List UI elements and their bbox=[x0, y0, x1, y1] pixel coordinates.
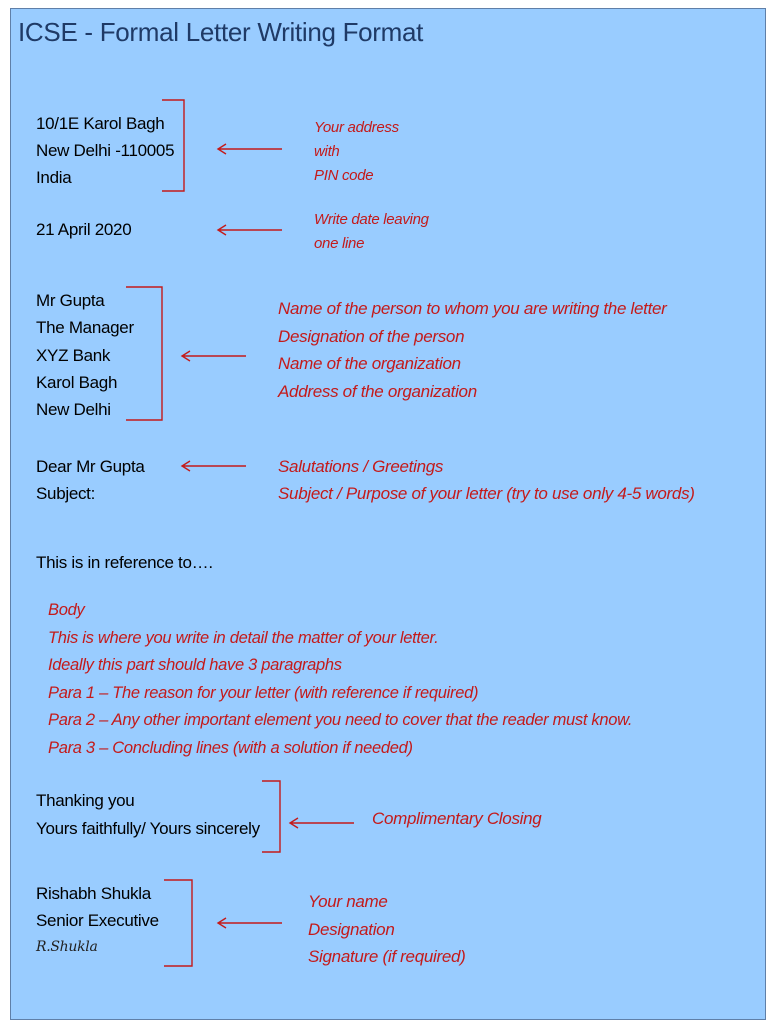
sender-name: Rishabh Shukla bbox=[36, 884, 151, 903]
sender-signature: R.Shukla bbox=[36, 939, 98, 955]
closing-block bbox=[36, 787, 260, 843]
recipient-annotation bbox=[278, 295, 667, 405]
sender-annotation bbox=[308, 888, 466, 971]
note-line: Para 3 – Concluding lines (with a solution if needed) bbox=[48, 738, 413, 757]
date-annotation bbox=[314, 208, 429, 256]
body-annotation bbox=[48, 597, 632, 762]
note-line: Para 1 – The reason for your letter (with reference if required) bbox=[48, 683, 479, 702]
note-line: Write date leaving bbox=[314, 211, 429, 228]
note-line: Salutations / Greetings bbox=[278, 457, 444, 476]
recipient-line: XYZ Bank bbox=[36, 345, 111, 365]
salutation-block bbox=[36, 453, 145, 507]
note-line: Subject / Purpose of your letter (try to use only 4-5 words) bbox=[278, 484, 695, 503]
address-line: New Delhi -110005 bbox=[36, 141, 175, 160]
recipient-line: Mr Gupta bbox=[36, 291, 105, 310]
recipient-line: Karol Bagh bbox=[36, 372, 118, 392]
closing-line: Yours faithfully/ Yours sincerely bbox=[36, 819, 260, 838]
letter-date: 21 April 2020 bbox=[36, 220, 132, 239]
note-line: Address of the organization bbox=[278, 381, 477, 401]
note-line: Ideally this part should have 3 paragraphs bbox=[48, 656, 342, 674]
salutation-line: Dear Mr Gupta bbox=[36, 457, 145, 476]
address-line: India bbox=[36, 168, 72, 187]
note-line: Name of the organization bbox=[278, 354, 461, 373]
address-annotation bbox=[314, 116, 399, 188]
note-line: one line bbox=[314, 235, 365, 252]
note-line: Your name bbox=[308, 892, 388, 911]
note-line: PIN code bbox=[314, 167, 374, 184]
note-line: Body bbox=[48, 601, 85, 619]
note-line: Para 2 – Any other important element you need to cover that the reader must know. bbox=[48, 711, 633, 729]
address-line: 10/1E Karol Bagh bbox=[36, 114, 165, 133]
recipient-address bbox=[36, 287, 134, 423]
note-line: Designation bbox=[308, 919, 395, 939]
note-line: with bbox=[314, 143, 340, 160]
closing-line: Thanking you bbox=[36, 791, 135, 810]
sender-address bbox=[36, 110, 174, 191]
note-line: Your address bbox=[314, 119, 399, 136]
subject-line: Subject: bbox=[36, 484, 96, 503]
note-line: This is where you write in detail the matter of your letter. bbox=[48, 628, 439, 647]
recipient-line: The Manager bbox=[36, 318, 134, 338]
note-line: Name of the person to whom you are writing the letter bbox=[278, 299, 667, 318]
closing-annotation: Complimentary Closing bbox=[372, 809, 542, 828]
sender-designation: Senior Executive bbox=[36, 911, 159, 930]
salutation-annotation bbox=[278, 453, 695, 507]
opening-line: This is in reference to…. bbox=[36, 553, 213, 572]
sender-block bbox=[36, 880, 159, 961]
note-line: Signature (if required) bbox=[308, 947, 466, 966]
note-line: Designation of the person bbox=[278, 326, 465, 346]
recipient-line: New Delhi bbox=[36, 400, 111, 420]
page-title: ICSE - Formal Letter Writing Format bbox=[18, 17, 424, 47]
